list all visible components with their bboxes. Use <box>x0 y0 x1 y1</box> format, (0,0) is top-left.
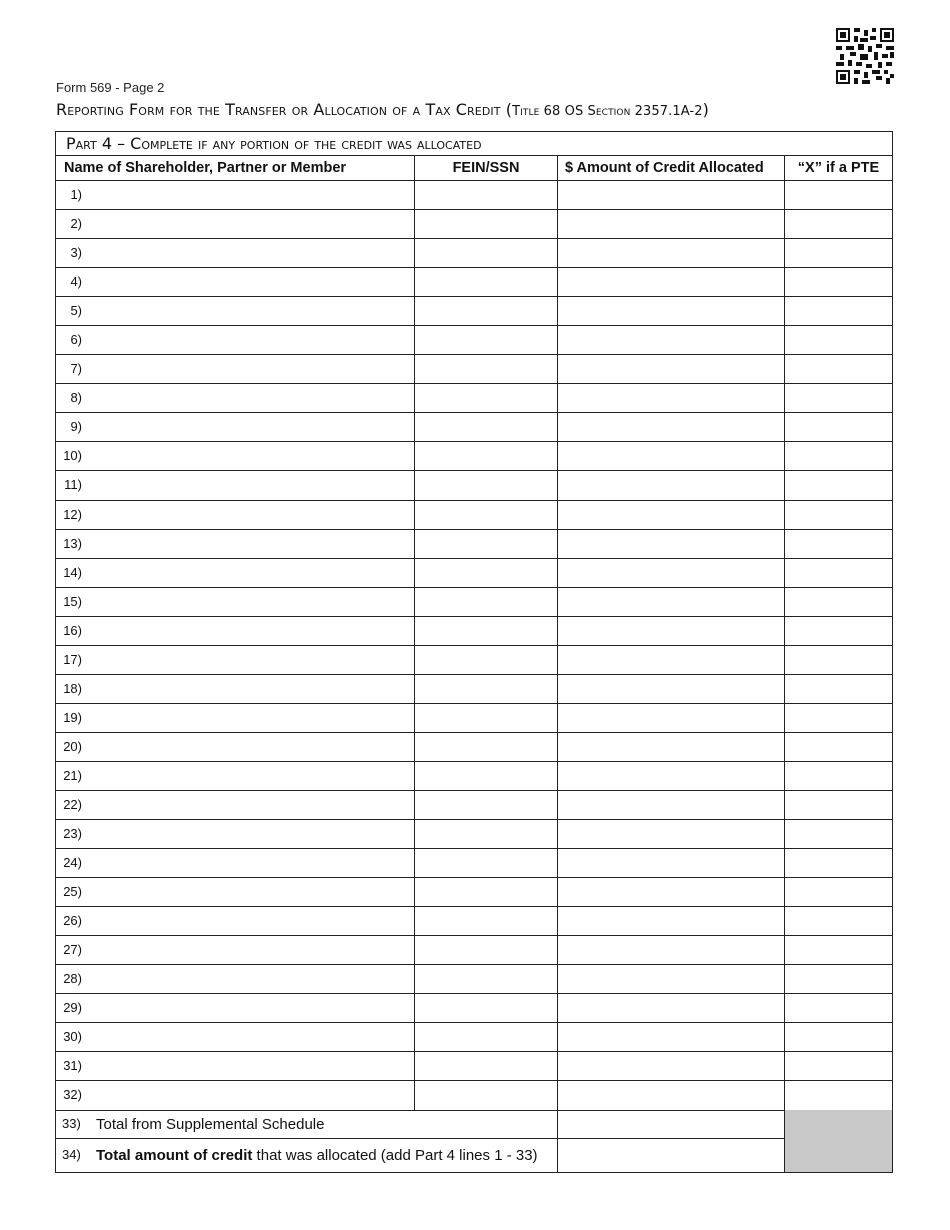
pte-checkbox-field[interactable] <box>785 820 892 848</box>
table-row <box>56 559 892 588</box>
table-row <box>56 355 892 384</box>
table-row <box>56 471 892 500</box>
name-field[interactable] <box>56 413 415 441</box>
fein-ssn-field[interactable] <box>415 384 558 412</box>
amount-field[interactable] <box>558 181 785 209</box>
fein-ssn-field[interactable] <box>415 646 558 674</box>
pte-checkbox-field[interactable] <box>785 762 892 790</box>
column-header-fein: FEIN/SSN <box>415 156 558 181</box>
name-field[interactable] <box>56 849 415 877</box>
table-row <box>56 704 892 733</box>
fein-ssn-field[interactable] <box>415 965 558 993</box>
name-field[interactable] <box>56 181 415 209</box>
name-field[interactable] <box>56 791 415 819</box>
table-row <box>56 791 892 820</box>
fein-ssn-field[interactable] <box>415 559 558 587</box>
line-number: 12) <box>63 506 82 522</box>
pte-checkbox-field[interactable] <box>785 878 892 906</box>
pte-checkbox-field[interactable] <box>785 559 892 587</box>
amount-field[interactable] <box>558 965 785 993</box>
fein-ssn-field[interactable] <box>415 1081 558 1109</box>
pte-checkbox-field[interactable] <box>785 617 892 645</box>
line-number: 27) <box>63 942 82 958</box>
pte-checkbox-field[interactable] <box>785 355 892 383</box>
fein-ssn-field[interactable] <box>415 878 558 906</box>
pte-checkbox-field[interactable] <box>785 297 892 325</box>
fein-ssn-field[interactable] <box>415 820 558 848</box>
table-row <box>56 210 892 239</box>
form-title: Reporting Form for the Transfer or Allocation of a Tax Credit (Title 68 OS Section 2357.1A-2) <box>56 100 709 119</box>
line-number: 15) <box>63 593 82 609</box>
line-number: 18) <box>63 680 82 696</box>
table-row <box>56 907 892 936</box>
line-number: 26) <box>63 913 82 929</box>
line-number: 34) <box>62 1147 81 1162</box>
amount-field[interactable] <box>558 733 785 761</box>
amount-field[interactable] <box>558 471 785 499</box>
amount-field[interactable] <box>558 210 785 238</box>
table-row <box>56 239 892 268</box>
table-row <box>56 820 892 849</box>
pte-checkbox-field[interactable] <box>785 1052 892 1080</box>
line-number: 25) <box>63 884 82 900</box>
line-number: 13) <box>63 535 82 551</box>
table-row <box>56 297 892 326</box>
pte-checkbox-field[interactable] <box>785 413 892 441</box>
name-field[interactable] <box>56 1023 415 1051</box>
form-page-label: Form 569 - Page 2 <box>56 80 165 95</box>
pte-checkbox-field[interactable] <box>785 442 892 470</box>
line-33-label-cell <box>56 1110 558 1138</box>
pte-checkbox-field[interactable] <box>785 588 892 616</box>
name-field[interactable] <box>56 239 415 267</box>
line-number: 3) <box>70 245 82 261</box>
amount-field[interactable] <box>558 442 785 470</box>
pte-checkbox-field[interactable] <box>785 384 892 412</box>
name-field[interactable] <box>56 588 415 616</box>
line-number: 32) <box>63 1087 82 1103</box>
fein-ssn-field[interactable] <box>415 297 558 325</box>
name-field[interactable] <box>56 675 415 703</box>
amount-field[interactable] <box>558 501 785 529</box>
pte-checkbox-field[interactable] <box>785 907 892 935</box>
amount-field[interactable] <box>558 1081 785 1109</box>
fein-ssn-field[interactable] <box>415 210 558 238</box>
amount-field[interactable] <box>558 820 785 848</box>
line-number: 21) <box>63 767 82 783</box>
amount-field[interactable] <box>558 1052 785 1080</box>
line-33-row <box>56 1110 892 1139</box>
fein-ssn-field[interactable] <box>415 617 558 645</box>
pte-checkbox-field[interactable] <box>785 210 892 238</box>
amount-field[interactable] <box>558 617 785 645</box>
fein-ssn-field[interactable] <box>415 1023 558 1051</box>
fein-ssn-field[interactable] <box>415 530 558 558</box>
pte-checkbox-field[interactable] <box>785 994 892 1022</box>
name-field[interactable] <box>56 384 415 412</box>
fein-ssn-field[interactable] <box>415 675 558 703</box>
table-row <box>56 646 892 675</box>
table-row <box>56 501 892 530</box>
amount-field[interactable] <box>558 849 785 877</box>
line-number: 5) <box>70 303 82 319</box>
line-number: 19) <box>63 709 82 725</box>
pte-checkbox-field[interactable] <box>785 675 892 703</box>
fein-ssn-field[interactable] <box>415 501 558 529</box>
line-34-label-cell <box>56 1139 558 1172</box>
fein-ssn-field[interactable] <box>415 268 558 296</box>
line-number: 22) <box>63 796 82 812</box>
amount-field[interactable] <box>558 704 785 732</box>
table-row <box>56 994 892 1023</box>
name-field[interactable] <box>56 326 415 354</box>
table-row <box>56 530 892 559</box>
column-header-amount: $ Amount of Credit Allocated <box>558 156 785 181</box>
fein-ssn-field[interactable] <box>415 791 558 819</box>
part4-title: Part 4 – Complete if any portion of the credit was allocated <box>56 132 892 156</box>
line-33-amount-field[interactable] <box>558 1110 785 1138</box>
amount-field[interactable] <box>558 559 785 587</box>
amount-field[interactable] <box>558 588 785 616</box>
table-row <box>56 442 892 471</box>
fein-ssn-field[interactable] <box>415 442 558 470</box>
line-34-row <box>56 1139 892 1172</box>
line-number: 31) <box>63 1058 82 1074</box>
fein-ssn-field[interactable] <box>415 471 558 499</box>
amount-field[interactable] <box>558 907 785 935</box>
amount-field[interactable] <box>558 1023 785 1051</box>
name-field[interactable] <box>56 355 415 383</box>
fein-ssn-field[interactable] <box>415 181 558 209</box>
name-field[interactable] <box>56 471 415 499</box>
table-row <box>56 413 892 442</box>
line-number: 17) <box>63 651 82 667</box>
line-number: 24) <box>63 855 82 871</box>
name-field[interactable] <box>56 530 415 558</box>
allocation-rows <box>56 181 892 1111</box>
qr-code-icon <box>836 28 894 84</box>
pte-checkbox-field[interactable] <box>785 239 892 267</box>
line-number: 4) <box>70 274 82 290</box>
amount-field[interactable] <box>558 268 785 296</box>
pte-checkbox-field[interactable] <box>785 704 892 732</box>
pte-checkbox-field[interactable] <box>785 181 892 209</box>
pte-checkbox-field[interactable] <box>785 965 892 993</box>
line-number: 1) <box>70 187 82 202</box>
pte-checkbox-field[interactable] <box>785 849 892 877</box>
fein-ssn-field[interactable] <box>415 907 558 935</box>
fein-ssn-field[interactable] <box>415 733 558 761</box>
line-number: 30) <box>63 1029 82 1045</box>
pte-checkbox-field[interactable] <box>785 326 892 354</box>
line-number: 7) <box>70 361 82 377</box>
column-header-name: Name of Shareholder, Partner or Member <box>56 156 415 181</box>
table-row <box>56 1052 892 1081</box>
pte-checkbox-field[interactable] <box>785 646 892 674</box>
amount-field[interactable] <box>558 936 785 964</box>
amount-field[interactable] <box>558 239 785 267</box>
fein-ssn-field[interactable] <box>415 762 558 790</box>
line-number: 23) <box>63 826 82 842</box>
name-field[interactable] <box>56 297 415 325</box>
amount-field[interactable] <box>558 413 785 441</box>
table-row <box>56 878 892 907</box>
amount-field[interactable] <box>558 675 785 703</box>
table-row <box>56 936 892 965</box>
amount-field[interactable] <box>558 762 785 790</box>
fein-ssn-field[interactable] <box>415 936 558 964</box>
line-number: 8) <box>70 390 82 406</box>
amount-field[interactable] <box>558 646 785 674</box>
name-field[interactable] <box>56 617 415 645</box>
part4-table <box>55 131 893 1173</box>
pte-checkbox-field[interactable] <box>785 791 892 819</box>
line-number: 29) <box>63 1000 82 1016</box>
pte-checkbox-field[interactable] <box>785 501 892 529</box>
name-field[interactable] <box>56 733 415 761</box>
table-row <box>56 965 892 994</box>
fein-ssn-field[interactable] <box>415 355 558 383</box>
line-number: 6) <box>70 332 82 348</box>
pte-checkbox-field[interactable] <box>785 530 892 558</box>
line-number: 2) <box>70 216 82 232</box>
line-number: 33) <box>62 1116 81 1131</box>
name-field[interactable] <box>56 936 415 964</box>
amount-field[interactable] <box>558 297 785 325</box>
line-number: 16) <box>63 622 82 638</box>
line-number: 14) <box>63 564 82 580</box>
pte-checkbox-field[interactable] <box>785 268 892 296</box>
pte-checkbox-field[interactable] <box>785 1023 892 1051</box>
table-row <box>56 762 892 791</box>
table-row <box>56 849 892 878</box>
table-row <box>56 1023 892 1052</box>
line-34-amount-field[interactable] <box>558 1139 785 1172</box>
amount-field[interactable] <box>558 326 785 354</box>
amount-field[interactable] <box>558 530 785 558</box>
fein-ssn-field[interactable] <box>415 326 558 354</box>
fein-ssn-field[interactable] <box>415 994 558 1022</box>
name-field[interactable] <box>56 704 415 732</box>
name-field[interactable] <box>56 878 415 906</box>
pte-checkbox-field[interactable] <box>785 733 892 761</box>
name-field[interactable] <box>56 1081 415 1109</box>
name-field[interactable] <box>56 907 415 935</box>
table-row <box>56 1081 892 1110</box>
table-row <box>56 384 892 413</box>
line-number: 10) <box>63 448 82 464</box>
line-number: 28) <box>63 971 82 987</box>
pte-checkbox-field[interactable] <box>785 1081 892 1109</box>
fein-ssn-field[interactable] <box>415 704 558 732</box>
name-field[interactable] <box>56 501 415 529</box>
table-row <box>56 617 892 646</box>
name-field[interactable] <box>56 762 415 790</box>
name-field[interactable] <box>56 965 415 993</box>
line-number: 11) <box>64 477 82 493</box>
amount-field[interactable] <box>558 791 785 819</box>
name-field[interactable] <box>56 442 415 470</box>
table-row <box>56 733 892 762</box>
fein-ssn-field[interactable] <box>415 588 558 616</box>
column-header-pte: “X” if a PTE <box>785 156 892 181</box>
table-row <box>56 588 892 617</box>
fein-ssn-field[interactable] <box>415 413 558 441</box>
amount-field[interactable] <box>558 384 785 412</box>
fein-ssn-field[interactable] <box>415 849 558 877</box>
shaded-cell <box>785 1110 892 1172</box>
line-33-label: Total from Supplemental Schedule <box>96 1116 325 1133</box>
name-field[interactable] <box>56 559 415 587</box>
table-row <box>56 675 892 704</box>
line-number: 9) <box>70 419 82 435</box>
amount-field[interactable] <box>558 994 785 1022</box>
amount-field[interactable] <box>558 355 785 383</box>
table-row <box>56 181 892 210</box>
amount-field[interactable] <box>558 878 785 906</box>
name-field[interactable] <box>56 268 415 296</box>
name-field[interactable] <box>56 1052 415 1080</box>
fein-ssn-field[interactable] <box>415 1052 558 1080</box>
name-field[interactable] <box>56 820 415 848</box>
line-34-label: Total amount of credit that was allocated (add Part 4 lines 1 - 33) <box>96 1147 538 1164</box>
line-number: 20) <box>63 738 82 754</box>
fein-ssn-field[interactable] <box>415 239 558 267</box>
pte-checkbox-field[interactable] <box>785 471 892 499</box>
table-row <box>56 268 892 297</box>
table-row <box>56 326 892 355</box>
name-field[interactable] <box>56 646 415 674</box>
pte-checkbox-field[interactable] <box>785 936 892 964</box>
name-field[interactable] <box>56 210 415 238</box>
name-field[interactable] <box>56 994 415 1022</box>
